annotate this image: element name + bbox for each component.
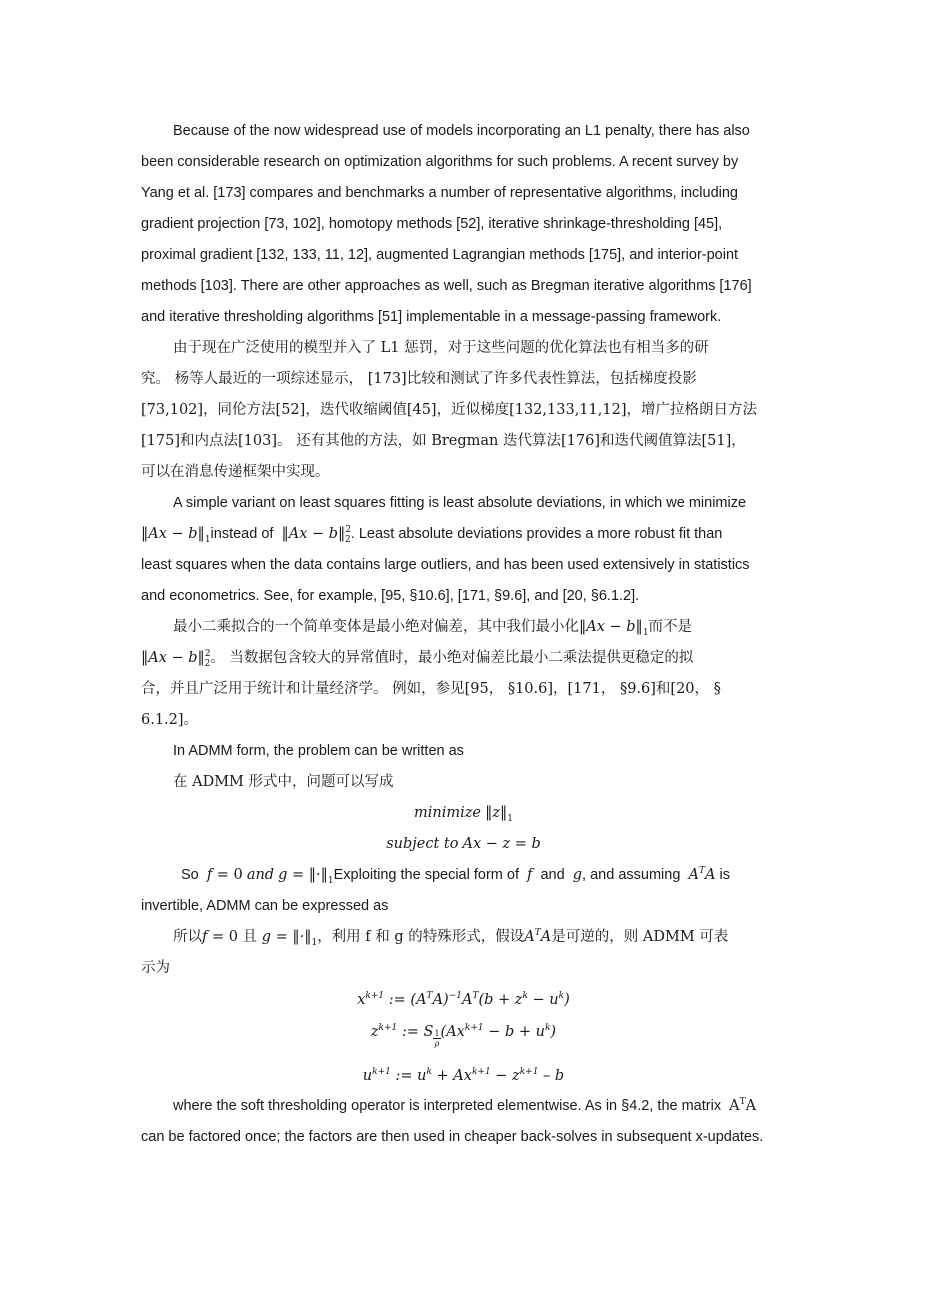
text-line: proximal gradient [132, 133, 11, 12], augmented Lagrangian methods [175], and interior-point xyxy=(141,247,739,263)
text-span: ，利用 f 和 g 的特殊形式，假设 xyxy=(317,929,525,945)
equation-z-update: $z^{k+1}$ := S $\frac{1}{\rho}$ $(Ax^{k+1} - b + u^k)$ xyxy=(370,1023,557,1048)
text-group xyxy=(173,922,728,953)
math-l1-residual: ‖Ax − $b‖_1$ xyxy=(579,619,649,638)
text-line: A simple variant on least squares fitting is least absolute deviations, in which we minimize xyxy=(173,495,747,511)
math-f-zero: f = 0 xyxy=(202,929,238,945)
text-line: Because of the now widespread use of models incorporating an L1 penalty, there has also xyxy=(173,123,750,139)
text-line: 示为 xyxy=(141,960,170,976)
text-span: and xyxy=(540,867,565,883)
text-line: 在 ADMM 形式中，问题可以写成 xyxy=(173,774,394,790)
math-f: f xyxy=(527,867,533,883)
text-line: can be factored once; the factors are then used in cheaper back-solves in subsequent x-updates. xyxy=(141,1129,764,1145)
text-span: 所以 xyxy=(173,929,202,945)
math-g-norm: $g = ‖\cdot‖_1$ xyxy=(261,929,318,948)
text-line xyxy=(141,519,786,550)
text-line xyxy=(141,1091,786,1122)
math-ata: $A^TA$ xyxy=(524,928,552,945)
text-line: and econometrics. See, for example, [95, §10.6], [171, §9.6], and [20, §6.1.2]. xyxy=(141,588,640,604)
en-paragraph-lad xyxy=(141,488,786,612)
text-span: 最小二乘拟合的一个简单变体是最小绝对偏差，其中我们最小化 xyxy=(173,619,579,635)
text-span: 而不是 xyxy=(648,619,693,635)
text-line xyxy=(141,643,786,674)
text-span: 且 xyxy=(242,929,258,945)
math-ata: $A^TA$ xyxy=(729,1097,757,1114)
text-span: 是可逆的，则 ADMM 可表 xyxy=(551,929,729,945)
text-line: [175]和内点法[103]。 还有其他的方法，如 Bregman 迭代算法[176]和迭代阈值算法[51]， xyxy=(141,433,746,449)
math-l1-residual: ‖Ax − $b‖_1$ xyxy=(141,526,211,545)
text-line: least squares when the data contains large outliers, and has been used extensively in statistics xyxy=(141,557,750,573)
text-line: Yang et al. [173] compares and benchmarks a number of representative algorithms, including xyxy=(141,185,738,201)
equation-constraint xyxy=(141,829,786,860)
math-g-norm: $g = ‖\cdot‖_1$ xyxy=(278,867,334,886)
math-l2-residual: ‖Ax − b‖$^2_2$ xyxy=(281,525,352,545)
text-span: is xyxy=(719,867,730,883)
text-line: methods [103]. There are other approaches as well, such as Bregman iterative algorithms [176] xyxy=(141,278,752,294)
text-span: So xyxy=(181,867,199,883)
equation-x-update: $x^{k+1}$ := $(A^TA)^{-1}A^T(b + z^k - u^k)$ xyxy=(357,991,570,1008)
text-line: In ADMM form, the problem can be written as xyxy=(173,743,464,759)
math-constraint: Ax − z = b xyxy=(462,836,541,852)
math-keyword: minimize xyxy=(414,805,482,821)
math-fraction: $\frac{1}{\rho}$ xyxy=(434,1029,440,1048)
text-span: , and assuming xyxy=(582,867,681,883)
text-span: . Least absolute deviations provides a more robust fit than xyxy=(350,526,723,542)
text-line xyxy=(141,860,786,891)
math-objective: $‖z‖_1$ xyxy=(485,805,513,824)
math-keyword: subject to xyxy=(386,836,459,852)
equation-u-update: $u^{k+1}$ := $u^k + Ax^{k+1} - z^{k+1} - b$ xyxy=(362,1067,565,1084)
cn-paragraph-lad xyxy=(141,612,786,736)
text-line: been considerable research on optimization algorithms for such problems. A recent survey by xyxy=(141,154,739,170)
text-line: gradient projection [73, 102], homotopy methods [52], iterative shrinkage-thresholding [45], xyxy=(141,216,723,232)
text-line xyxy=(141,612,786,643)
text-span: and xyxy=(246,867,275,883)
text-line: 由于现在广泛使用的模型并入了 L1 惩罚，对于这些问题的优化算法也有相当多的研 xyxy=(173,340,709,356)
equation-minimize xyxy=(141,798,786,829)
math-f-zero: f = 0 xyxy=(206,867,243,883)
en-paragraph-l1-algorithms xyxy=(141,116,786,333)
math-ata: $A^TA$ xyxy=(688,866,716,883)
cn-paragraph-admm xyxy=(141,922,786,984)
math-g: g xyxy=(572,867,583,883)
text-span: Exploiting the special form of xyxy=(333,867,519,883)
text-line: 6.1.2]。 xyxy=(141,712,199,728)
text-span: 。 当数据包含较大的异常值时，最小绝对偏差比最小二乘法提供更稳定的拟 xyxy=(210,650,694,666)
cn-paragraph-l1-algorithms xyxy=(141,333,786,488)
text-line: invertible, ADMM can be expressed as xyxy=(141,898,389,914)
text-line: [73,102]，同伦方法[52]，迭代收缩阈值[45]，近似梯度[132,133,11,12]，增广拉格朗日方法 xyxy=(141,402,757,418)
math-l2-residual: ‖Ax − b‖$^2_2$ xyxy=(141,649,211,669)
text-line: 可以在消息传递框架中实现。 xyxy=(141,464,330,480)
document-page xyxy=(141,116,786,1153)
text-line: and iterative thresholding algorithms [51] implementable in a message-passing framework. xyxy=(141,309,722,325)
text-span: where the soft thresholding operator is interpreted elementwise. As in §4.2, the matrix xyxy=(173,1098,722,1114)
text-span: instead of xyxy=(210,526,274,542)
text-line: 究。 杨等人最近的一项综述显示， [173]比较和测试了许多代表性算法，包括梯度投影 xyxy=(141,371,697,387)
text-line xyxy=(141,922,786,953)
text-line: 合，并且广泛用于统计和计量经济学。 例如，参见[95， §10.6]，[171， §9.6]和[20， § xyxy=(141,681,721,697)
